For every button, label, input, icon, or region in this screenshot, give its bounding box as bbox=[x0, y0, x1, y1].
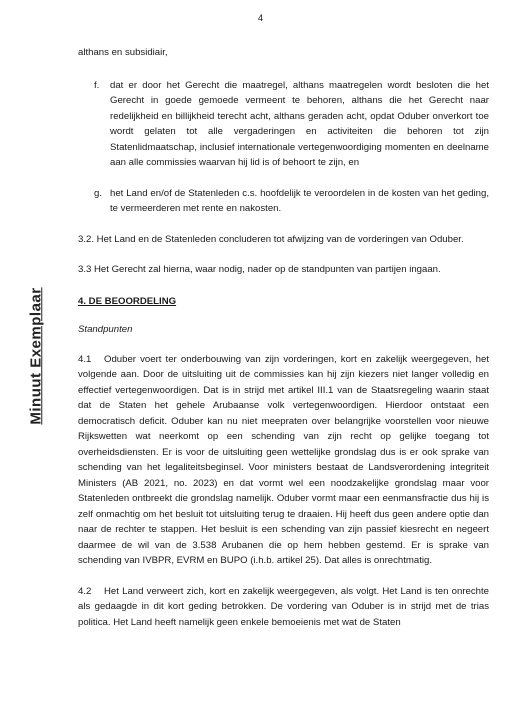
paragraph-4-1-number: 4.1 bbox=[78, 353, 92, 365]
intro-paragraph: althans en subsidiair, bbox=[78, 47, 168, 58]
paragraph-4-1-text: Oduber voert ter onderbouwing van zijn vorderingen, kort en zakelijk weergegeven, het volgende aan. Door de uitsluiting uit de commissies kan hij zijn kiezers niet langer volledig en effectief vertegenwoordigen. Dat is in strijd met artikel III.1 van de Staatsregeling waarin staat dat de Staten het gehele Arubaanse volk vertegenwoordigen. Hierdoor ontstaat een democratisch deficit. Oduber kan nu niet meepraten over belangrijke voorstellen voor nieuwe Rijkswetten wat neerkomt op een schending van zijn recht op gelijke toegang tot overheidsdiensten. Er is voor de uitsluiting geen wettelijke grondslag dus is er ook sprake van schending van het legaliteitsbeginsel. Voor ministers bestaat de Landsverordening integriteit Ministers (AB 2021, no. 2023) en dat vormt wel een noodzakelijke grondslag maar voor Statenleden ontbreekt die grondslag namelijk. Oduber vormt maar een eenmansfractie dus hij is zelf onmachtig om het besluit tot uitsluiting terug te draaien. Hij heeft dus geen andere optie dan naar de rechter te stappen. Het besluit is een schending van zijn passief kiesrecht en negeert daarmee de wil van de 3.538 Arubanen die op hem hebben gestemd. Er is sprake van schending van IVBPR, EVRM en BUPO (i.h.b. artikel 25). Dat alles is onrechtmatig. bbox=[78, 353, 489, 566]
list-item-f-text: dat er door het Gerecht die maatregel, althans maatregelen wordt besloten die het Gerecht in goede gemoede vermeent te behoren, althans die het Gerecht naar redelijkheid en billijkheid terecht acht, althans geraden acht, opdat Oduber onverkort toe wordt gelaten tot alle vergaderingen en activiteiten die behoren tot zijn Statenlidmaatschap, inclusief internationale vertegenwoordiging momenten en deelname aan alle commissies waarvan hij lid is of behoort te zijn, en bbox=[110, 79, 489, 168]
paragraph-4-2-number: 4.2 bbox=[78, 585, 92, 597]
list-marker-g: g. bbox=[94, 187, 103, 199]
minuut-exemplaar-stamp: Minuut Exemplaar bbox=[27, 287, 45, 425]
page-number: 4 bbox=[257, 13, 264, 24]
list-item-g bbox=[94, 186, 489, 217]
paragraph-4-2 bbox=[78, 584, 489, 631]
paragraph-3-3: 3.3 Het Gerecht zal hierna, waar nodig, nader op de standpunten van partijen ingaan. bbox=[78, 264, 441, 275]
paragraph-4-1 bbox=[78, 352, 489, 569]
list-item-g-text: het Land en/of de Statenleden c.s. hoofdelijk te veroordelen in de kosten van het geding, te vermeerderen met rente en nakosten. bbox=[110, 187, 489, 214]
list-marker-f: f. bbox=[94, 79, 100, 91]
paragraph-4-2-text: Het Land verweert zich, kort en zakelijk weergegeven, als volgt. Het Land is ten onrechte als gedaagde in dit kort geding betrokken. De vordering van Oduber is in strijd met de trias politica. Het Land heeft namelijk geen enkele bemoeienis met wat de Staten bbox=[78, 585, 489, 628]
list-item-f bbox=[94, 78, 489, 171]
paragraph-3-2: 3.2. Het Land en de Statenleden concluderen tot afwijzing van de vorderingen van Oduber. bbox=[78, 233, 464, 245]
document-body bbox=[78, 40, 489, 630]
section-heading-4: 4. DE BEOORDELING bbox=[78, 295, 177, 307]
subheading-standpunten: Standpunten bbox=[78, 324, 133, 335]
